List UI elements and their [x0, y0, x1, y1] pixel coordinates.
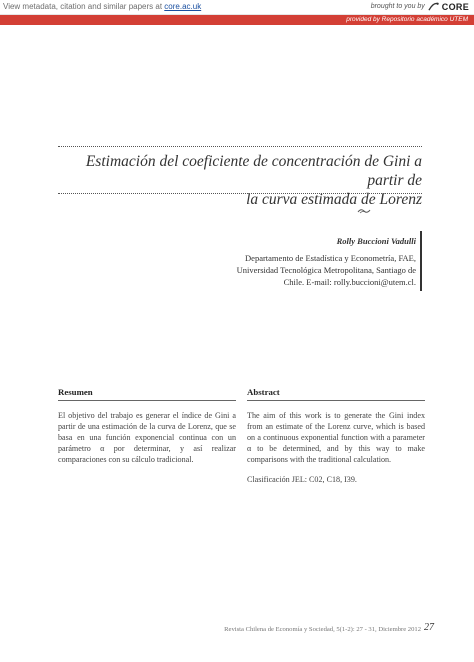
core-logo-icon: [428, 1, 439, 12]
core-brand[interactable]: [371, 1, 469, 12]
author-affiliation: [226, 252, 416, 288]
journal-citation: Revista Chilena de Economía y Sociedad, 5(1-2): 27 - 31, Diciembre 2012: [224, 626, 421, 633]
abstract-body: The aim of this work is to generate the Gini index from an estimate of the Lorenz curve, which is based on a continuous exponential function with a parameter α to be determined, and by this way to make comparisons with the traditional calculation.: [247, 411, 425, 465]
abstract-section: [247, 387, 425, 486]
article-title: [58, 152, 422, 209]
title-top-rule: [58, 146, 422, 147]
resumen-body: El objetivo del trabajo es generar el índice de Gini a partir de una estimación de la curva de Lorenz, que se basa en una función exponencial continua con un parámetro α por determinar, y así realizar comparaciones con su cálculo tradicional.: [58, 411, 236, 465]
core-ac-uk-link[interactable]: core.ac.uk: [164, 2, 202, 11]
resumen-rule: [58, 400, 236, 401]
resumen-section: [58, 387, 236, 465]
title-bottom-rule: [58, 193, 422, 194]
jel-classification: Clasificación JEL: C02, C18, I39.: [247, 475, 357, 485]
core-top-bar: [0, 0, 474, 15]
affiliation-line-3: Chile. E-mail: rolly.buccioni@utem.cl.: [283, 277, 416, 287]
provided-by-text[interactable]: provided by Repositorio académico UTEM: [346, 16, 468, 23]
title-line-1: Estimación del coeficiente de concentración de Gini a partir de: [85, 153, 422, 189]
title-line-2: la curva estimada de Lorenz: [246, 191, 422, 208]
core-provided-bar: [0, 15, 474, 25]
metadata-notice: [3, 2, 201, 11]
core-banner: [0, 0, 474, 26]
core-logo-word: CORE: [441, 1, 469, 12]
abstract-rule: [247, 400, 425, 401]
resumen-heading: Resumen: [58, 387, 93, 397]
author-vertical-bar: [420, 231, 422, 291]
affiliation-line-1: Departamento de Estadística y Econometría, FAE,: [245, 253, 416, 263]
page-number: 27: [424, 622, 434, 633]
swash-icon: [357, 207, 371, 215]
brought-to-you-text: brought to you by: [370, 3, 425, 10]
metadata-text: View metadata, citation and similar papers at: [3, 2, 163, 11]
ornament-icon: [357, 206, 371, 218]
affiliation-line-2: Universidad Tecnológica Metropolitana, Santiago de: [236, 265, 416, 275]
author-name: Rolly Buccioni Vadulli: [336, 236, 416, 246]
abstract-heading: Abstract: [247, 387, 280, 397]
